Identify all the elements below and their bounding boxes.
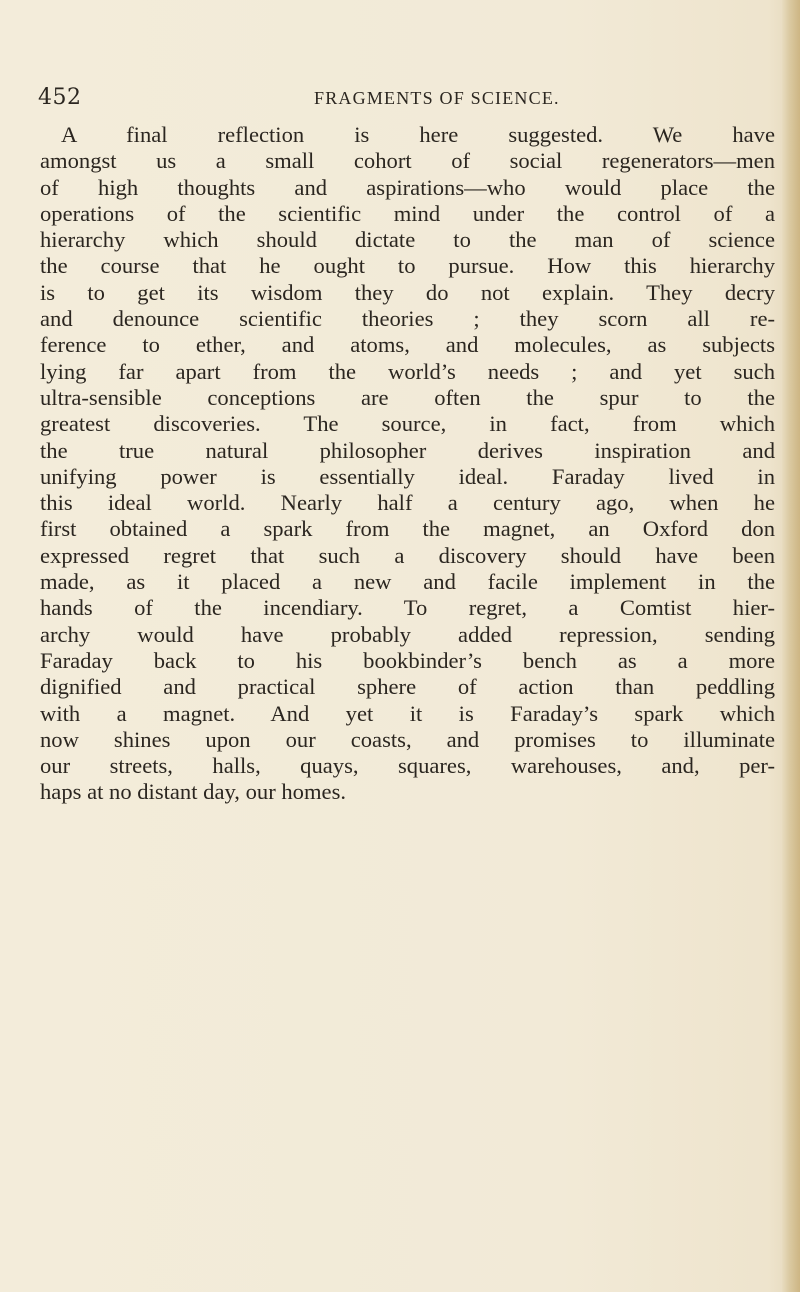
page-edge-shadow [782, 0, 800, 1292]
text-line: this ideal world. Nearly half a century ago, when he [40, 490, 775, 516]
text-line: and denounce scientific theories ; they scorn all re- [40, 306, 775, 332]
text-line: archy would have probably added repression, sending [40, 621, 775, 647]
text-line: with a magnet. And yet it is Faraday’s spark which [40, 700, 775, 726]
text-line: greatest discoveries. The source, in fact, from which [40, 411, 775, 437]
text-line: Faraday back to his bookbinder’s bench as a more [40, 647, 775, 673]
text-line: lying far apart from the world’s needs ; and yet such [40, 358, 775, 384]
text-line: amongst us a small cohort of social regenerators—men [40, 148, 775, 174]
text-line: our streets, halls, quays, squares, warehouses, and, per- [40, 753, 775, 779]
running-head [38, 82, 598, 114]
text-line: hands of the incendiary. To regret, a Comtist hier- [40, 595, 775, 621]
text-line: A final reflection is here suggested. We have [61, 122, 775, 147]
text-line: operations of the scientific mind under the control of a [40, 200, 775, 226]
running-head-title: FRAGMENTS OF SCIENCE. [314, 88, 560, 108]
text-line: haps at no distant day, our homes. [40, 779, 347, 805]
text-line: the course that he ought to pursue. How this hierarchy [40, 253, 775, 279]
text-line: of high thoughts and aspirations—who would place the [40, 174, 775, 200]
text-line: dignified and practical sphere of action than peddling [40, 674, 775, 700]
text-line: hierarchy which should dictate to the man of science [40, 227, 775, 253]
text-line: ference to ether, and atoms, and molecules, as subjects [40, 332, 775, 358]
text-line: ultra-sensible conceptions are often the spur to the [40, 384, 775, 410]
page-number: 452 [38, 85, 82, 110]
text-line: now shines upon our coasts, and promises to illuminate [40, 726, 775, 752]
text-line: is to get its wisdom they do not explain. They decry [40, 279, 775, 305]
text-line: first obtained a spark from the magnet, an Oxford don [40, 516, 775, 542]
text-line: the true natural philosopher derives inspiration and [40, 437, 775, 463]
text-line: unifying power is essentially ideal. Faraday lived in [40, 463, 775, 489]
text-line: expressed regret that such a discovery should have been [40, 542, 775, 568]
body-paragraph [40, 122, 775, 806]
text-line: made, as it placed a new and facile implement in the [40, 569, 775, 595]
